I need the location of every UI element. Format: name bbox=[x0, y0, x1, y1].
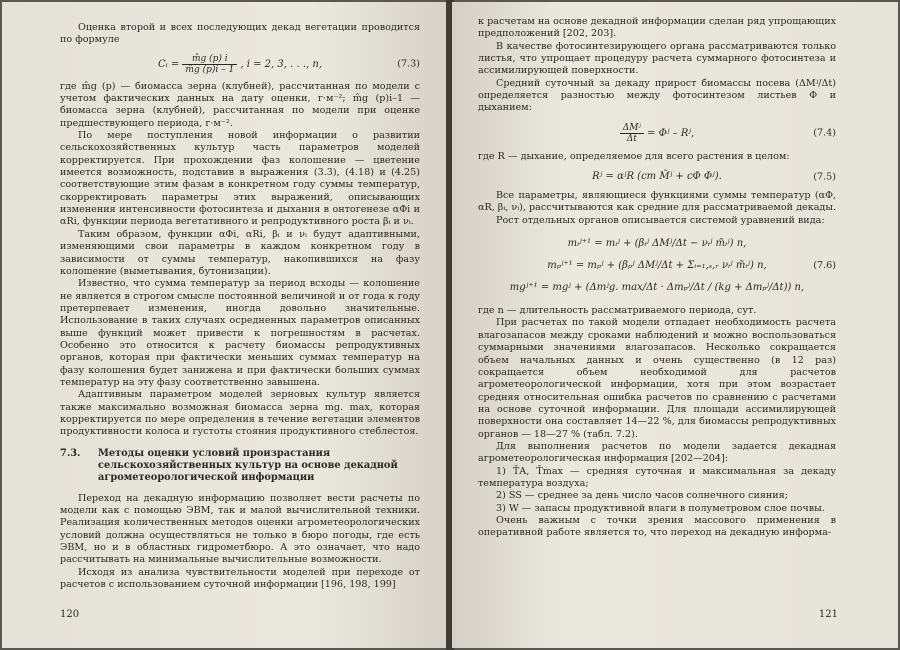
paragraph: При расчетах по такой модели отпадает необходимость расчета влагозапасов между сроками наблюдений и можно воспользоваться суммарными значениями влагозапасов. Несколько сокращается объем начальных данных и очень существенно (в 12 раз) сокращается объем необходимой для расчетов агрометеорологической информации, хотя при этом возрастает средняя относительная ошибка расчетов по сравнению с расчетами на основе суточной информации. Для площади ассимилирующей поверхности она составляет 14—22 %, для биомассы репродуктивных органов — 18—27 % (табл. 7.2). bbox=[478, 317, 836, 440]
formula-7-6 bbox=[478, 233, 836, 299]
formula-lhs: Cᵢ = bbox=[158, 58, 180, 70]
paragraph: Известно, что сумма температур за период всходы — колошение не является в строгом смысле постоянной величиной и от года к году претерпевает изменения, иногда довольно значительные. Использование в таких случаях осредненных параметров описанных выше функций может привести к погрешностям в расчетах. Особенно это относится к расчету биомассы репродуктивных органов, которая при фактически меньших суммах температур на фазу колошения будет занижена и при фактически больших суммах температур на эту фазу соответственно завышена. bbox=[60, 278, 420, 388]
fraction-numerator: ΔMʲ bbox=[620, 123, 644, 134]
formula-number: (7.6) bbox=[813, 260, 836, 272]
section-heading bbox=[60, 448, 420, 485]
paragraph: Оценка второй и всех последующих декад вегетации проводится по формуле bbox=[60, 22, 420, 46]
paragraph: Рост отдельных органов описывается системой уравнений вида: bbox=[496, 214, 825, 226]
paragraph: Адаптивным параметром моделей зерновых культур является также максимально возможная биомасса зерна mg. max, которая корректируется по мере определения в течение вегетации элементов продуктивности колоса и густоты стояния продуктивного стеблестоя. bbox=[60, 389, 420, 438]
paragraph: Таким образом, функции αΦi, αRi, βᵢ и νᵢ будут адаптивными, изменяющими свои параметры в каждом конкретном году в зависимости от суммы температур, накопившихся на фазу колошение (выметывания, бутонизации). bbox=[60, 228, 420, 277]
fraction-numerator: m̂g (p) i bbox=[182, 54, 237, 65]
formula-number: (7.4) bbox=[813, 127, 836, 139]
left-page bbox=[2, 2, 448, 648]
fraction-denominator: Δt bbox=[626, 133, 637, 144]
formula-fraction bbox=[182, 54, 237, 75]
formula-range: , i = 2, 3, . . ., n, bbox=[240, 58, 322, 70]
formula-number: (7.5) bbox=[813, 171, 836, 183]
data-list bbox=[478, 466, 836, 515]
paragraph: Исходя из анализа чувствительности моделей при переходе от расчетов с использованием суточной информации [196, 198, 199] bbox=[60, 566, 420, 590]
page-number: 120 bbox=[60, 609, 80, 620]
paragraph: По мере поступления новой информации о развитии сельскохозяйственных культур часть параметров моделей корректируется. При прохождении фаз колошение — цветение имеется возможность, подставив в выражения (3.3), (4.18) и (4.25) соответствующие этим фазам в конкретном году суммы температур, скорректировать параметры этих выражений, описывающих изменения интенсивности фотосинтеза и дыхания в онтогенезе αΦi и αRi, функции периода вегетативного и репродуктивного роста βᵢ и νᵢ. bbox=[60, 130, 420, 228]
heading-line: сельскохозяйственных культур на основе декадной bbox=[98, 459, 398, 471]
formula-line: mᵢʲ⁺¹ = mᵢʲ + (βᵢʲ ΔMʲ/Δt − νᵢʲ m̃ᵢʲ) n, bbox=[567, 238, 747, 250]
formula-rhs: = Φʲ – Rʲ, bbox=[647, 127, 695, 139]
heading-line: агрометеорологической информации bbox=[98, 472, 315, 484]
paragraph: где n — длительность рассматриваемого периода, сут. bbox=[478, 305, 757, 317]
paragraph: где R — дыхание, определяемое для всего растения в целом: bbox=[478, 150, 790, 162]
formula-fraction bbox=[620, 123, 644, 144]
formula-line: mgʲ⁺¹ = mgʲ + (Δmʲg. max/Δt · Δmₚʲ/Δt / (kg + Δmₚʲ/Δt)) n, bbox=[509, 282, 805, 294]
paragraph: Средний суточный за декаду прирост биомассы посева (ΔMʲ/Δt) определяется разностью между фотосинтезом листьев Φ и дыханием: bbox=[478, 77, 836, 114]
heading-number: 7.3. bbox=[60, 447, 81, 459]
heading-line: 7.3. Методы оценки условий произрастания bbox=[60, 447, 331, 459]
paragraph: Переход на декадную информацию позволяет вести расчеты по модели как с помощью ЭВМ, так и малой вычислительной техники. Реализация количественных методов оценки агрометеорологических условий должна осуществляться не только в бюро погоды, где есть ЭВМ, но и в областных гидрометбюро. А это означает, что надо рассчитывать на минимальные вычислительные возможности. bbox=[60, 492, 420, 566]
formula-7-3 bbox=[60, 54, 420, 75]
list-item: 3) W — запасы продуктивной влаги в полуметровом слое почвы. bbox=[496, 502, 825, 514]
formula-number: (7.3) bbox=[397, 58, 420, 70]
formula-7-5 bbox=[478, 171, 836, 182]
paragraph: где m̂g (p) — биомасса зерна (клубней), рассчитанная по модели с учетом фактических данных на дату оценки, г·м⁻²; m̂g (p)i–1 — биомасса зерна (клубней), рассчитанная по модели при оценке предшествующего периода, г·м⁻². bbox=[60, 80, 420, 129]
formula-7-4 bbox=[478, 123, 836, 144]
paragraph: Все параметры, являющиеся функциями суммы температур (αΦ, αR, βᵢ, νᵢ), рассчитываются как средние для рассматриваемой декады. bbox=[478, 190, 837, 214]
paragraph: Для выполнения расчетов по модели задается декадная агрометеорологическая информация [202—204]: bbox=[478, 440, 836, 465]
paragraph: Очень важным с точки зрения массового применения в оперативной работе является то, что переход на декадную информа- bbox=[478, 514, 836, 539]
paragraph: к расчетам на основе декадной информации сделан ряд упрощающих предположений [202, 203]. bbox=[478, 16, 836, 40]
right-page bbox=[452, 2, 898, 648]
paragraph: В качестве фотосинтезирующего органа рассматриваются только листья, что упрощает процедуру расчета суммарного фотосинтеза и ассимилирующей поверхности. bbox=[478, 40, 836, 77]
fraction-denominator: m̂g (p)i – 1 bbox=[185, 64, 235, 75]
list-item: 1) T̄A, T̄max — средняя суточная и максимальная за декаду температура воздуха; bbox=[478, 465, 836, 489]
formula-line: mₚʲ⁺¹ = mₚʲ + (βₚʲ ΔMʲ/Δt + Σᵢ₌₁,ₛ,ᵣ νᵢʲ m̃ᵢʲ) n, bbox=[547, 260, 767, 272]
formula-expression: Rʲ = αʲR (cm M̃ʲ + cΦ Φʲ). bbox=[592, 171, 722, 183]
page-number: 121 bbox=[818, 609, 838, 620]
list-item: 2) SS — среднее за день число часов солнечного сияния; bbox=[496, 490, 788, 502]
